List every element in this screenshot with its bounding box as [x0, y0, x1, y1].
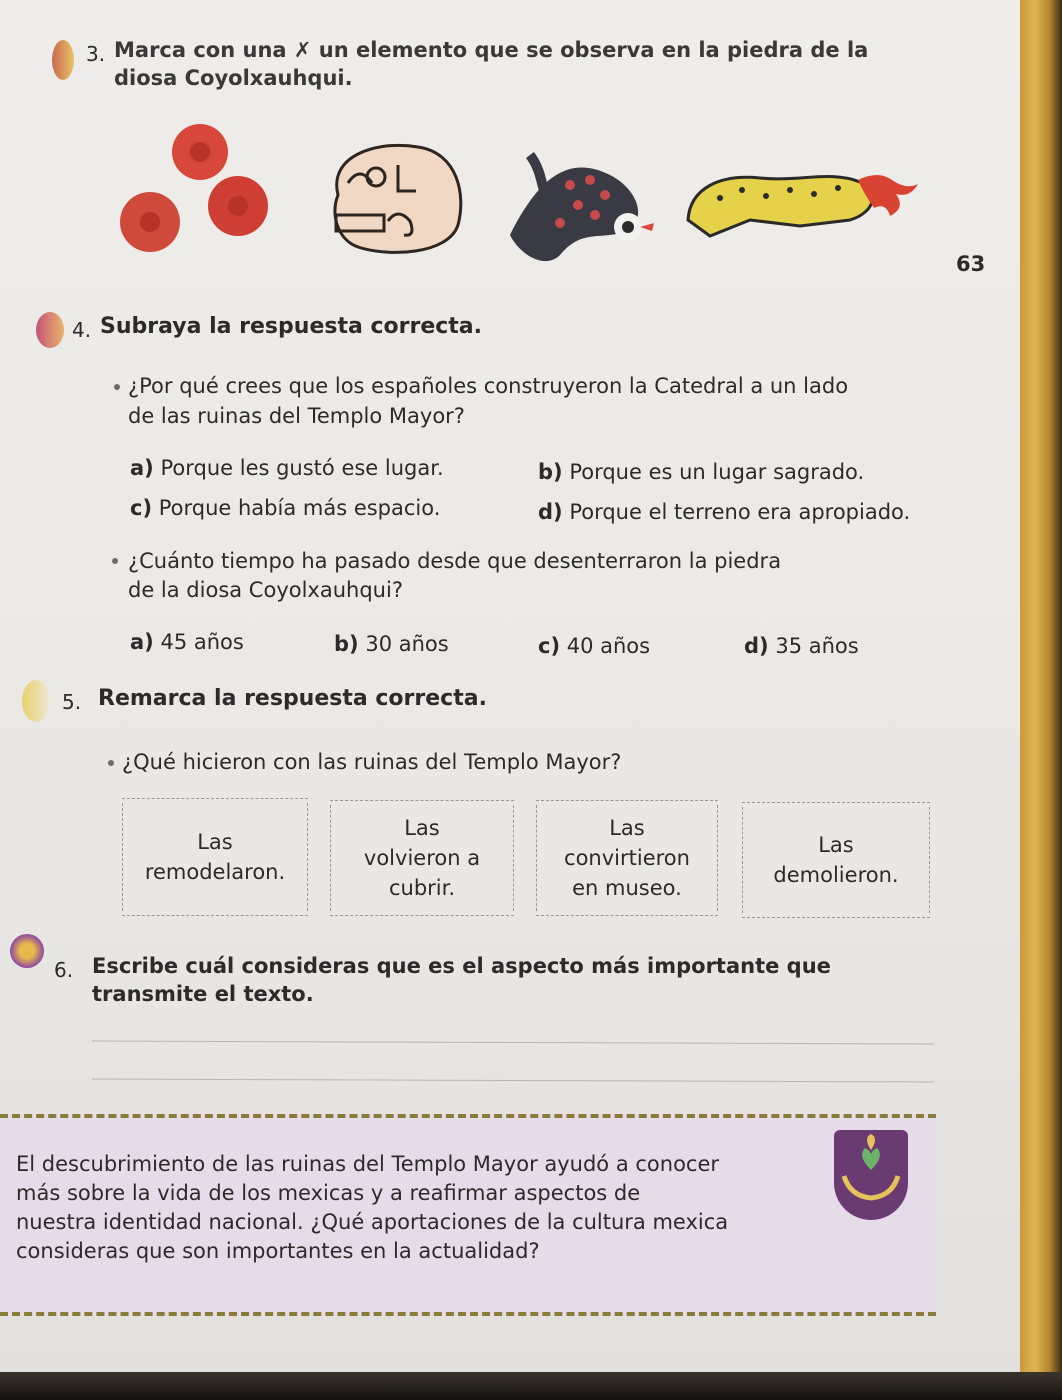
hands-plant-icon: [834, 1130, 908, 1220]
badge: [834, 1130, 908, 1220]
q6-heading-line1: Escribe cuál consideras que es el aspecto más importante que: [92, 954, 831, 978]
bullet: [108, 760, 114, 766]
q3-text-line2: diosa Coyolxauhqui.: [114, 66, 353, 90]
q5-option-box-2[interactable]: Las volvieron a cubrir.: [330, 800, 514, 916]
q4-q2-option-b[interactable]: b) 30 años: [334, 632, 449, 656]
skull-icon[interactable]: [318, 135, 466, 260]
q5-option-box-1[interactable]: Las remodelaron.: [122, 798, 308, 916]
reflection-line-2: más sobre la vida de los mexicas y a reafirmar aspectos de: [16, 1181, 641, 1205]
q5-option-box-3[interactable]: Las convirtieron en museo.: [536, 800, 718, 916]
q4-question2-line2: de la diosa Coyolxauhqui?: [128, 578, 403, 602]
jaguar-serpent-icon[interactable]: [680, 160, 920, 240]
q5-number: 5.: [62, 690, 82, 714]
page-number: 63: [956, 252, 986, 276]
section-marker-icon: [36, 312, 64, 348]
q5-option-box-4[interactable]: Las demolieron.: [742, 802, 930, 918]
q3-number: 3.: [86, 42, 106, 66]
q4-heading: Subraya la respuesta correcta.: [100, 314, 483, 339]
q4-question1-line2: de las ruinas del Templo Mayor?: [128, 404, 465, 428]
q4-option-d[interactable]: d) Porque el terreno era apropiado.: [538, 500, 911, 524]
section-marker-icon: [10, 934, 44, 968]
reflection-text: [16, 1150, 816, 1266]
bullet: [114, 384, 120, 390]
q6-heading-line2: transmite el texto.: [92, 982, 314, 1006]
q4-q2-option-c[interactable]: c) 40 años: [538, 634, 651, 658]
q4-option-b[interactable]: b) Porque es un lugar sagrado.: [538, 460, 865, 484]
q3-text-line1: Marca con una ✗ un elemento que se observa en la piedra de la: [114, 38, 869, 62]
q4-option-c[interactable]: c) Porque había más espacio.: [130, 496, 441, 520]
reflection-line-1: El descubrimiento de las ruinas del Templo Mayor ayudó a conocer: [16, 1152, 720, 1176]
q4-q2-option-a[interactable]: a) 45 años: [130, 630, 244, 654]
reflection-line-3: nuestra identidad nacional. ¿Qué aportaciones de la cultura mexica: [16, 1210, 729, 1234]
bullet: [112, 558, 118, 564]
q4-question1-line1: ¿Por qué crees que los españoles construyeron la Catedral a un lado: [128, 374, 849, 398]
q6-number: 6.: [54, 958, 74, 982]
q4-question2-line1: ¿Cuánto tiempo ha pasado desde que desenterraron la piedra: [128, 549, 782, 573]
q5-question: ¿Qué hicieron con las ruinas del Templo Mayor?: [122, 750, 622, 774]
q4-number: 4.: [72, 318, 92, 342]
section-marker-icon: [22, 680, 50, 722]
flowers-icon[interactable]: [120, 120, 290, 260]
table-edge: [0, 1372, 1062, 1400]
serpent-fish-icon[interactable]: [500, 135, 660, 270]
q4-option-a[interactable]: a) Porque les gustó ese lugar.: [130, 456, 444, 480]
section-marker-icon: [52, 40, 74, 80]
q4-q2-option-d[interactable]: d) 35 años: [744, 634, 859, 658]
reflection-line-4: consideras que son importantes en la actualidad?: [16, 1239, 540, 1263]
book-edge: [1020, 0, 1062, 1400]
q5-heading: Remarca la respuesta correcta.: [98, 686, 487, 711]
